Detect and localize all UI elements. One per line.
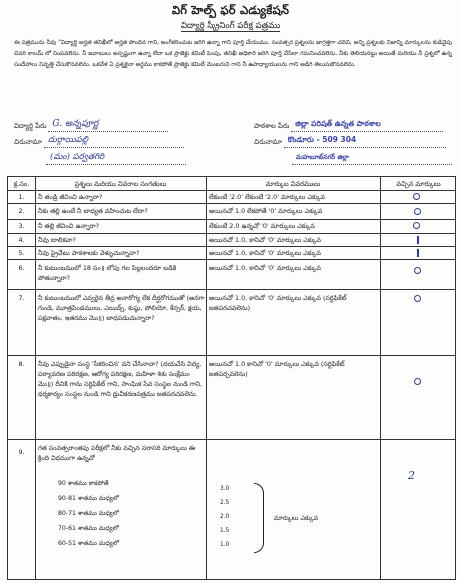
student-address-line-2 <box>46 152 186 165</box>
row-1-marks: లేకుంటే '2.0' లేకుంటే '2.0' మార్కులు ఎక్కువ <box>209 193 326 201</box>
row-4-score-mark <box>417 236 419 244</box>
student-address-line-1 <box>44 135 184 148</box>
school-name-stamp: జిల్లా పరిషత్ ఉన్నత పాఠశాల <box>295 119 381 128</box>
row-divider <box>8 259 455 260</box>
school-district-field[interactable] <box>290 155 452 165</box>
scale-1-5: 1.5 <box>220 528 230 534</box>
row-3-question: నీ తల్లి జీవించి ఉన్నారా? <box>38 222 100 230</box>
grade-90: 90 శాతము కాకపోతే <box>58 480 109 487</box>
row-2-number: 2. <box>18 207 25 215</box>
grade-70-61: 70-61 శాతము మధ్యలో <box>58 525 119 532</box>
subtitle-text: విద్యార్థి స్క్రీనింగ్ పరీక్ష పత్రము <box>180 21 281 31</box>
header-marks-details: మార్కుల వివరములు <box>265 180 321 188</box>
row-2-score-mark <box>414 208 421 215</box>
page-subtitle <box>0 21 461 33</box>
row-6-question: నీ కుటుంబములో 18 సం॥ లోపు గల పిల్లలందరూ బడికి పోతున్నారా? <box>38 264 177 282</box>
row-7-score-mark <box>414 295 421 302</box>
header-obtained: వచ్చిన మార్కులు <box>396 180 441 188</box>
marks-brace <box>254 483 264 553</box>
row-divider <box>8 439 455 440</box>
row-7-number: 7. <box>18 294 25 302</box>
row-divider <box>8 289 455 290</box>
row-divider <box>8 219 455 220</box>
row-8-marks: అయినచో 1.0 కానిచో '0' మార్కులు ఎక్కువ (సర్టిఫికేట్ జతపర్చవలెను) <box>209 360 345 378</box>
row-1-question: నీ తండ్రి జీవించి ఉన్నారా? <box>38 193 103 201</box>
screening-table <box>7 176 456 580</box>
row-2-question: నీకు తల్లి ఉంటే నీ బాధ్యత వహించుట లేదా? <box>38 207 148 215</box>
header-questions: ప్రశ్నలు మరియు వివరాల సంగతులు <box>74 180 167 188</box>
row-4-marks: అయినచో 1.0, కానిచో '0' మార్కులు ఎక్కువ <box>209 236 321 244</box>
school-name-line <box>291 119 443 132</box>
grade-90-81: 90-81 శాతము మధ్యలో <box>58 495 119 502</box>
row-5-score-mark <box>417 249 419 257</box>
school-address-stamp: కొండూరు - 509 304 <box>287 135 357 144</box>
school-name-field[interactable] <box>254 119 443 132</box>
scale-2-0: 2.0 <box>220 514 230 520</box>
row-3-score-mark <box>413 222 420 229</box>
row-divider <box>8 233 455 234</box>
row-7-marks: అయినచో 1.0, కానిచో '0' మార్కులు ఎక్కువ (సర్టిఫికేట్ జతపరచవలెను) <box>209 294 347 312</box>
student-address-field-2[interactable] <box>44 152 186 165</box>
student-name-line <box>48 119 168 132</box>
student-address-value-2: (మం) పర్వతగిరి <box>50 152 105 162</box>
scale-1-0: 1.0 <box>220 542 230 548</box>
row-8-question: నీవు ఎప్పుడైనా సంస్థ 'సేకరించిన' వని చేసినావా? (దయచేసి విద్య, పర్యావరణ పరిరక్షణ, ఆరోగ్య పరిరక్షణ, మహిళా శిశు సంక్షేమం మొ॥) దీనికి గాను సర్టిఫికేట్ గాని, సాంఘిక సేవ సంస్థల నుండి గాని, ధర్మకార్యం సంస్థల నుండి గాని ధ్రువీకరణపత్రము జతపరచవలెను. <box>38 360 203 398</box>
scale-3-0: 3.0 <box>220 486 230 492</box>
row-7-question: నీ కుటుంబములో ఎవ్వరైన తీవ్ర అనారోగ్య లేక దీర్ఘరోగముతో (అనగా గుండె, మూత్రపిండములు, ఎయిడ్స్, కుష్ఠు, పోలియో, కేన్సర్, క్షయ, పక్షవాతం, ఇతరము మొ॥) బాధపడుచున్నారా? <box>38 294 205 322</box>
col-divider <box>380 177 381 579</box>
row-5-question: నీవు ప్రైవేటు పాఠశాలకు వెళ్ళుచున్నావా? <box>38 249 140 257</box>
student-name-value: G. అన్నపూర్ణ <box>52 119 99 129</box>
row-3-marks: లేకుంటే 2.0 ఉన్నచో '0' మార్కులు ఎక్కువ <box>209 222 315 230</box>
row-6-marks: అయినచో 1.0, కానిచో '0' మార్కులు ఎక్కువ <box>209 264 321 272</box>
student-name-field[interactable] <box>14 119 168 132</box>
header-serial: క్ర.సం. <box>13 180 30 188</box>
row-divider <box>8 203 455 204</box>
scale-2-5: 2.5 <box>220 500 230 506</box>
row-5-number: 5. <box>18 249 25 257</box>
row-divider <box>8 246 455 247</box>
row-6-number: 6. <box>18 264 25 272</box>
school-district-stamp: మహబూబ్‌నగర్ జిల్లా <box>296 153 349 161</box>
school-address-label: చిరునామా <box>254 138 282 146</box>
row-9-score-mark: 2 <box>408 469 415 482</box>
row-8-number: 8. <box>18 360 25 368</box>
row-4-question: నీవు బాలికవా? <box>38 236 76 244</box>
row-9-number: 9. <box>18 448 25 456</box>
student-name-label: విద్యార్థి పేరు <box>14 122 47 130</box>
row-divider <box>8 190 455 191</box>
row-6-score-mark <box>414 267 421 274</box>
school-address-line <box>284 135 446 148</box>
instructions-paragraph: ఈ పత్రమును నీవు "విద్యార్థి అర్హత తనిఖీలో అర్హత పొందిన గాని, అంగీకరించుట జరిగి ఉన్నా గాని పూర్తి చేయుము. సంవత్సర ప్రశ్నలను జాగ్రత్తగా చదివి, అన్ని ప్రశ్నలకు నిజాన్ని మార్కులను కుడివైపు చివరి కాలమ్ లో నింపవలెను. నీ జవాబులు అస్పష్టంగా ఉన్నా లేదా ఒక ప్రాజెక్టు కమిటీ పెంపు, తనిఖీ అధికారి జరిగి పూర్తి చేసేలా గమనించవలెను. నీకు తెలియనట్టు అయితే మరియు నీ ప్రశ్నలో ఉన్న సందేహాలు నివృత్తి చేసుకొనవలెను. ఒకవేళ ఏ ప్రశ్నకైనా అర్థము కాకపోతే ప్రాజెక్టు కమిటీ మెంబరుని గాని నీ ఉపాధ్యాయులను గాని అడిగి తెలుసుకొనవలెను. <box>14 40 452 68</box>
row-3-number: 3. <box>18 222 25 230</box>
row-1-score-mark <box>413 193 420 200</box>
row-9-question: గత సంవత్సరాంతపు పరీక్షలో నీకు వచ్చిన సరాసరి మార్కులు ఈ క్రింది విధముగా ఉన్నచో <box>38 444 196 462</box>
student-address-field[interactable] <box>14 135 184 148</box>
row-4-number: 4. <box>18 236 25 244</box>
page-title: విగ్ హెల్ప్ ఫర్ ఎడ్యుకేషన్ <box>171 3 290 17</box>
school-district-line <box>292 155 452 165</box>
student-address-label: చిరునామా <box>14 138 42 146</box>
row-1-number: 1. <box>18 193 25 201</box>
row-2-marks: అయినచో 1.0 లేకపోతే '0' మార్కులు ఎక్కువ <box>209 207 323 215</box>
row-8-score-mark <box>414 378 421 385</box>
grade-60-51: 60-51 శాతము మధ్యలో <box>58 540 119 547</box>
school-address-field[interactable] <box>254 135 446 148</box>
row-divider <box>8 355 455 356</box>
row-5-marks: అయినచో 1.0, కానిచో '0' మార్కులు ఎక్కువ <box>209 249 321 257</box>
school-name-label: పాఠశాల పేరు <box>254 122 290 130</box>
student-address-value-1: దుర్గాయిపల్లి <box>47 135 88 145</box>
grade-80-71: 80-71 శాతము మధ్యలో <box>58 510 119 517</box>
row-9-marks: మార్కులు ఎక్కువ <box>274 514 319 522</box>
